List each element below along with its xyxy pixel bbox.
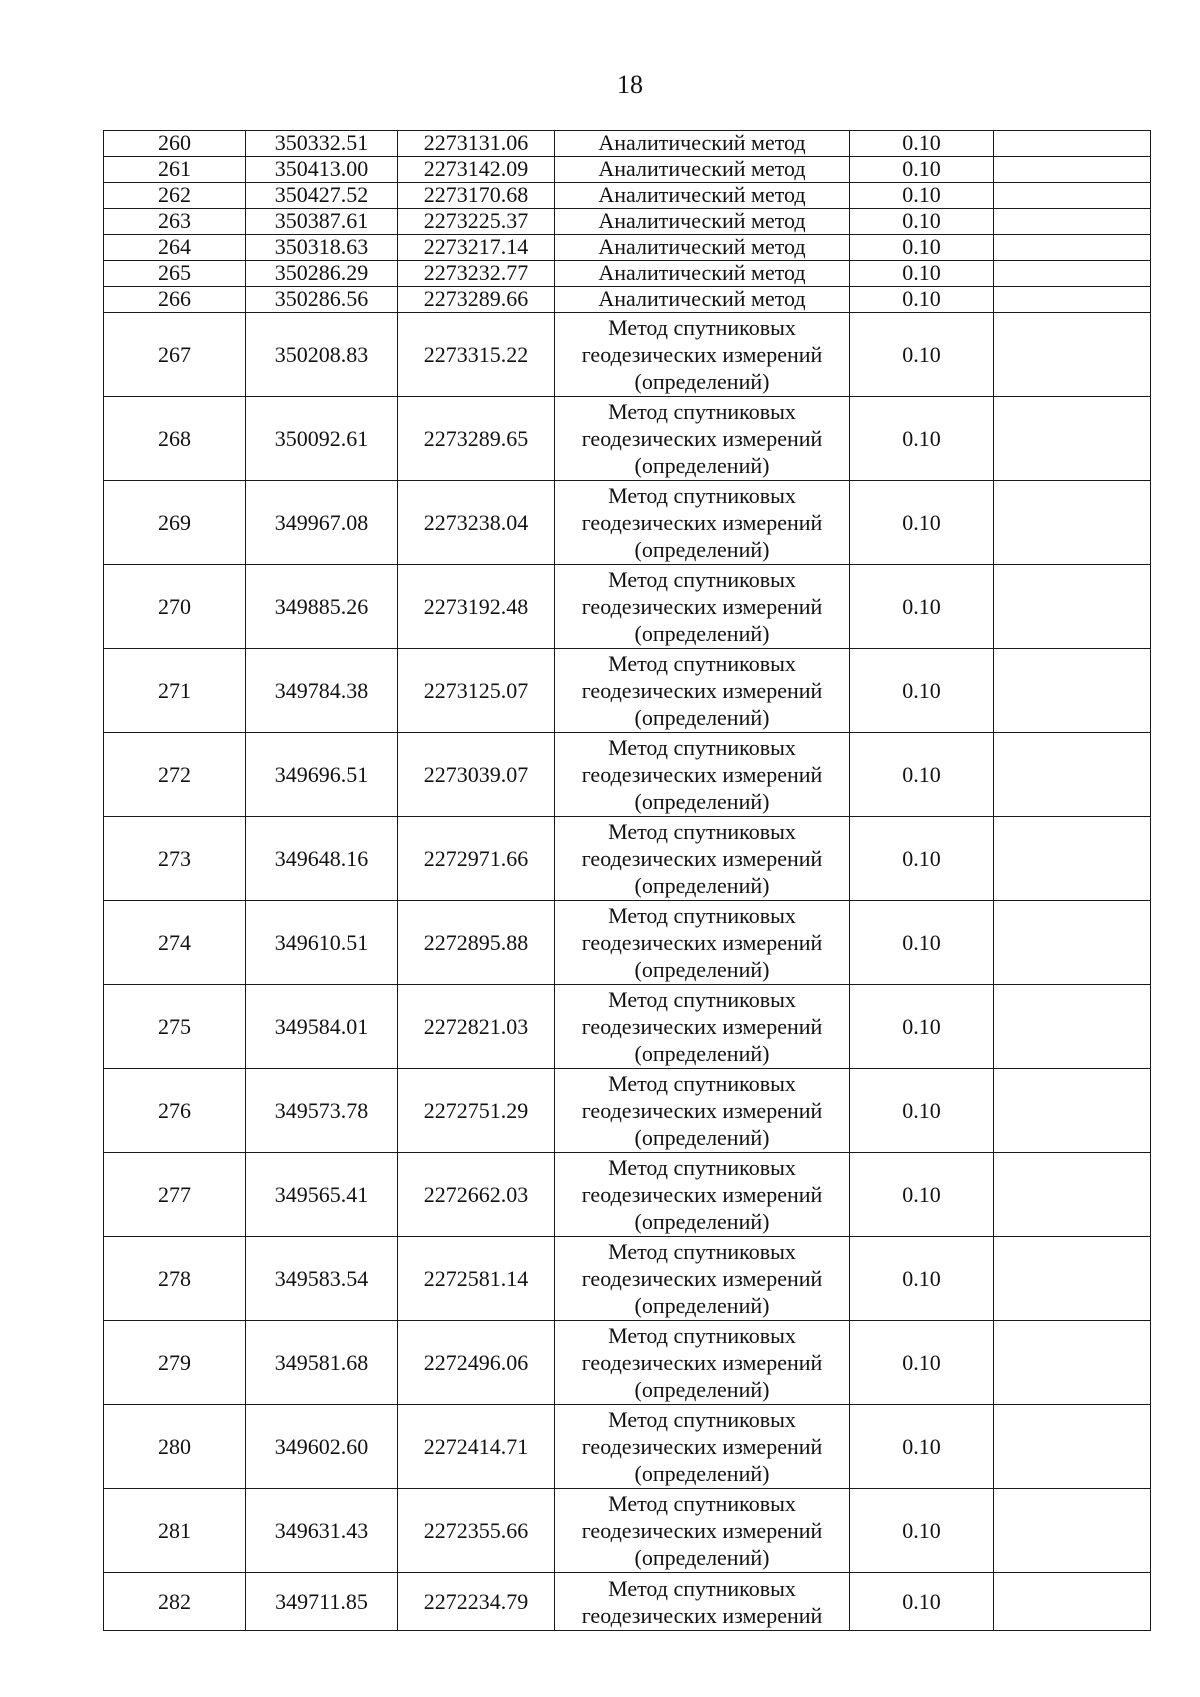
accuracy-cell: 0.10 [850, 235, 994, 261]
x-coordinate-cell: 349581.68 [246, 1321, 398, 1405]
point-number-cell: 265 [104, 261, 246, 287]
method-line: (определений) [634, 621, 770, 646]
accuracy-cell: 0.10 [850, 183, 994, 209]
method-line: Метод спутниковых [608, 567, 796, 592]
table-row [104, 183, 1151, 209]
method-cell [555, 901, 850, 985]
method-line: Метод спутниковых [608, 1491, 796, 1516]
accuracy-cell: 0.10 [850, 1321, 994, 1405]
x-coordinate-cell: 349711.85 [246, 1573, 398, 1631]
accuracy-cell: 0.10 [850, 313, 994, 397]
method-cell [555, 397, 850, 481]
method-cell [555, 1321, 850, 1405]
method-cell [555, 985, 850, 1069]
x-coordinate-cell: 349967.08 [246, 481, 398, 565]
note-cell [994, 1489, 1151, 1573]
method-cell [555, 649, 850, 733]
method-line: (определений) [634, 1377, 770, 1402]
method-line: (определений) [634, 705, 770, 730]
accuracy-cell: 0.10 [850, 209, 994, 235]
point-number-cell: 268 [104, 397, 246, 481]
method-line: Метод спутниковых [608, 987, 796, 1012]
x-coordinate-cell: 349885.26 [246, 565, 398, 649]
note-cell [994, 481, 1151, 565]
y-coordinate-cell: 2272496.06 [398, 1321, 555, 1405]
note-cell [994, 1237, 1151, 1321]
note-cell [994, 901, 1151, 985]
point-number-cell: 262 [104, 183, 246, 209]
accuracy-cell: 0.10 [850, 131, 994, 157]
table-row [104, 235, 1151, 261]
x-coordinate-cell: 349648.16 [246, 817, 398, 901]
method-line: геодезических измерений [581, 1350, 823, 1375]
method-line: геодезических измерений [581, 1014, 823, 1039]
method-cell: Аналитический метод [555, 235, 850, 261]
method-cell: Аналитический метод [555, 287, 850, 313]
note-cell [994, 817, 1151, 901]
y-coordinate-cell: 2273238.04 [398, 481, 555, 565]
method-line: геодезических измерений [581, 1182, 823, 1207]
accuracy-cell: 0.10 [850, 1489, 994, 1573]
method-cell [555, 733, 850, 817]
point-number-cell: 270 [104, 565, 246, 649]
note-cell [994, 1069, 1151, 1153]
x-coordinate-cell: 350092.61 [246, 397, 398, 481]
accuracy-cell: 0.10 [850, 261, 994, 287]
method-line: геодезических измерений [581, 342, 823, 367]
accuracy-cell: 0.10 [850, 1237, 994, 1321]
method-line: Метод спутниковых [608, 1155, 796, 1180]
table-row [104, 985, 1151, 1069]
note-cell [994, 397, 1151, 481]
method-line: (определений) [634, 957, 770, 982]
table-row [104, 901, 1151, 985]
accuracy-cell: 0.10 [850, 1153, 994, 1237]
method-line: (определений) [634, 789, 770, 814]
method-cell [555, 817, 850, 901]
y-coordinate-cell: 2273232.77 [398, 261, 555, 287]
point-number-cell: 275 [104, 985, 246, 1069]
accuracy-cell: 0.10 [850, 817, 994, 901]
method-line: (определений) [634, 1293, 770, 1318]
point-number-cell: 267 [104, 313, 246, 397]
table-row [104, 209, 1151, 235]
method-line: Метод спутниковых [608, 483, 796, 508]
x-coordinate-cell: 350332.51 [246, 131, 398, 157]
note-cell [994, 1405, 1151, 1489]
method-line: Метод спутниковых [608, 903, 796, 928]
point-number-cell: 280 [104, 1405, 246, 1489]
y-coordinate-cell: 2273131.06 [398, 131, 555, 157]
note-cell [994, 985, 1151, 1069]
y-coordinate-cell: 2273289.65 [398, 397, 555, 481]
method-line: (определений) [634, 1461, 770, 1486]
point-number-cell: 274 [104, 901, 246, 985]
note-cell [994, 209, 1151, 235]
x-coordinate-cell: 349583.54 [246, 1237, 398, 1321]
method-line: (определений) [634, 873, 770, 898]
x-coordinate-cell: 349784.38 [246, 649, 398, 733]
table-row [104, 817, 1151, 901]
method-line: геодезических измерений [581, 1602, 823, 1628]
accuracy-cell: 0.10 [850, 157, 994, 183]
point-number-cell: 263 [104, 209, 246, 235]
note-cell [994, 157, 1151, 183]
method-line: геодезических измерений [581, 678, 823, 703]
method-cell: Аналитический метод [555, 157, 850, 183]
accuracy-cell: 0.10 [850, 481, 994, 565]
method-line: (определений) [634, 453, 770, 478]
y-coordinate-cell: 2272414.71 [398, 1405, 555, 1489]
method-cell [555, 1153, 850, 1237]
y-coordinate-cell: 2272355.66 [398, 1489, 555, 1573]
point-number-cell: 282 [104, 1573, 246, 1631]
method-line: геодезических измерений [581, 930, 823, 955]
note-cell [994, 261, 1151, 287]
method-line: (определений) [634, 369, 770, 394]
point-number-cell: 264 [104, 235, 246, 261]
accuracy-cell: 0.10 [850, 1405, 994, 1489]
table-row [104, 397, 1151, 481]
method-cell: Аналитический метод [555, 261, 850, 287]
x-coordinate-cell: 349602.60 [246, 1405, 398, 1489]
method-cell [555, 1237, 850, 1321]
note-cell [994, 1573, 1151, 1631]
accuracy-cell: 0.10 [850, 565, 994, 649]
y-coordinate-cell: 2272895.88 [398, 901, 555, 985]
accuracy-cell: 0.10 [850, 397, 994, 481]
table-row [104, 313, 1151, 397]
note-cell [994, 1153, 1151, 1237]
method-line: геодезических измерений [581, 1098, 823, 1123]
y-coordinate-cell: 2272821.03 [398, 985, 555, 1069]
note-cell [994, 183, 1151, 209]
x-coordinate-cell: 350387.61 [246, 209, 398, 235]
method-line: Метод спутниковых [608, 819, 796, 844]
note-cell [994, 1321, 1151, 1405]
point-number-cell: 281 [104, 1489, 246, 1573]
note-cell [994, 733, 1151, 817]
method-line: Метод спутниковых [608, 1071, 796, 1096]
method-cell [555, 481, 850, 565]
point-number-cell: 272 [104, 733, 246, 817]
method-line: Метод спутниковых [608, 315, 796, 340]
coordinates-table [103, 130, 1151, 1631]
table-row [104, 1321, 1151, 1405]
note-cell [994, 649, 1151, 733]
coordinates-table-body [104, 131, 1151, 1631]
point-number-cell: 271 [104, 649, 246, 733]
method-line: (определений) [634, 1545, 770, 1570]
table-row [104, 261, 1151, 287]
x-coordinate-cell: 350318.63 [246, 235, 398, 261]
method-cell [555, 565, 850, 649]
method-cell: Аналитический метод [555, 183, 850, 209]
method-line: геодезических измерений [581, 1518, 823, 1543]
note-cell [994, 313, 1151, 397]
table-row [104, 1153, 1151, 1237]
point-number-cell: 266 [104, 287, 246, 313]
table-row [104, 1573, 1151, 1631]
method-cell: Аналитический метод [555, 131, 850, 157]
method-cell [555, 1069, 850, 1153]
table-row [104, 565, 1151, 649]
table-row [104, 1489, 1151, 1573]
method-cell [555, 1489, 850, 1573]
table-row [104, 649, 1151, 733]
note-cell [994, 287, 1151, 313]
accuracy-cell: 0.10 [850, 649, 994, 733]
y-coordinate-cell: 2273142.09 [398, 157, 555, 183]
table-row [104, 1405, 1151, 1489]
table-row [104, 481, 1151, 565]
method-line: геодезических измерений [581, 1266, 823, 1291]
note-cell [994, 565, 1151, 649]
method-line: геодезических измерений [581, 594, 823, 619]
accuracy-cell: 0.10 [850, 733, 994, 817]
y-coordinate-cell: 2272971.66 [398, 817, 555, 901]
accuracy-cell: 0.10 [850, 1069, 994, 1153]
point-number-cell: 269 [104, 481, 246, 565]
note-cell [994, 131, 1151, 157]
x-coordinate-cell: 350427.52 [246, 183, 398, 209]
method-line: Метод спутниковых [608, 735, 796, 760]
method-line: Метод спутниковых [608, 1407, 796, 1432]
point-number-cell: 277 [104, 1153, 246, 1237]
method-line: геодезических измерений [581, 846, 823, 871]
method-line: (определений) [634, 1125, 770, 1150]
x-coordinate-cell: 349584.01 [246, 985, 398, 1069]
x-coordinate-cell: 349573.78 [246, 1069, 398, 1153]
point-number-cell: 261 [104, 157, 246, 183]
y-coordinate-cell: 2273039.07 [398, 733, 555, 817]
table-row [104, 157, 1151, 183]
method-line: Метод спутниковых [608, 1239, 796, 1264]
y-coordinate-cell: 2272234.79 [398, 1573, 555, 1631]
method-line: (определений) [634, 1209, 770, 1234]
page-number: 18 [617, 70, 643, 99]
y-coordinate-cell: 2273315.22 [398, 313, 555, 397]
y-coordinate-cell: 2272581.14 [398, 1237, 555, 1321]
y-coordinate-cell: 2273225.37 [398, 209, 555, 235]
y-coordinate-cell: 2272751.29 [398, 1069, 555, 1153]
point-number-cell: 276 [104, 1069, 246, 1153]
y-coordinate-cell: 2272662.03 [398, 1153, 555, 1237]
x-coordinate-cell: 350286.29 [246, 261, 398, 287]
y-coordinate-cell: 2273192.48 [398, 565, 555, 649]
point-number-cell: 278 [104, 1237, 246, 1321]
method-cell [555, 1573, 850, 1631]
y-coordinate-cell: 2273170.68 [398, 183, 555, 209]
method-line: геодезических измерений [581, 426, 823, 451]
x-coordinate-cell: 350413.00 [246, 157, 398, 183]
y-coordinate-cell: 2273217.14 [398, 235, 555, 261]
y-coordinate-cell: 2273289.66 [398, 287, 555, 313]
note-cell [994, 235, 1151, 261]
method-line: геодезических измерений [581, 1434, 823, 1459]
table-row [104, 1237, 1151, 1321]
y-coordinate-cell: 2273125.07 [398, 649, 555, 733]
accuracy-cell: 0.10 [850, 1573, 994, 1631]
point-number-cell: 273 [104, 817, 246, 901]
x-coordinate-cell: 349631.43 [246, 1489, 398, 1573]
method-line: Метод спутниковых [608, 1575, 796, 1601]
method-line: геодезических измерений [581, 762, 823, 787]
x-coordinate-cell: 350286.56 [246, 287, 398, 313]
x-coordinate-cell: 349696.51 [246, 733, 398, 817]
method-line: (определений) [634, 537, 770, 562]
method-line: Метод спутниковых [608, 651, 796, 676]
method-line: (определений) [634, 1041, 770, 1066]
method-cell [555, 313, 850, 397]
accuracy-cell: 0.10 [850, 985, 994, 1069]
table-row [104, 131, 1151, 157]
table-row [104, 733, 1151, 817]
method-line: Метод спутниковых [608, 1323, 796, 1348]
method-cell [555, 1405, 850, 1489]
method-line: геодезических измерений [581, 510, 823, 535]
x-coordinate-cell: 350208.83 [246, 313, 398, 397]
table-row [104, 1069, 1151, 1153]
x-coordinate-cell: 349610.51 [246, 901, 398, 985]
point-number-cell: 279 [104, 1321, 246, 1405]
method-cell: Аналитический метод [555, 209, 850, 235]
x-coordinate-cell: 349565.41 [246, 1153, 398, 1237]
table-row [104, 287, 1151, 313]
point-number-cell: 260 [104, 131, 246, 157]
accuracy-cell: 0.10 [850, 901, 994, 985]
method-line: Метод спутниковых [608, 399, 796, 424]
accuracy-cell: 0.10 [850, 287, 994, 313]
